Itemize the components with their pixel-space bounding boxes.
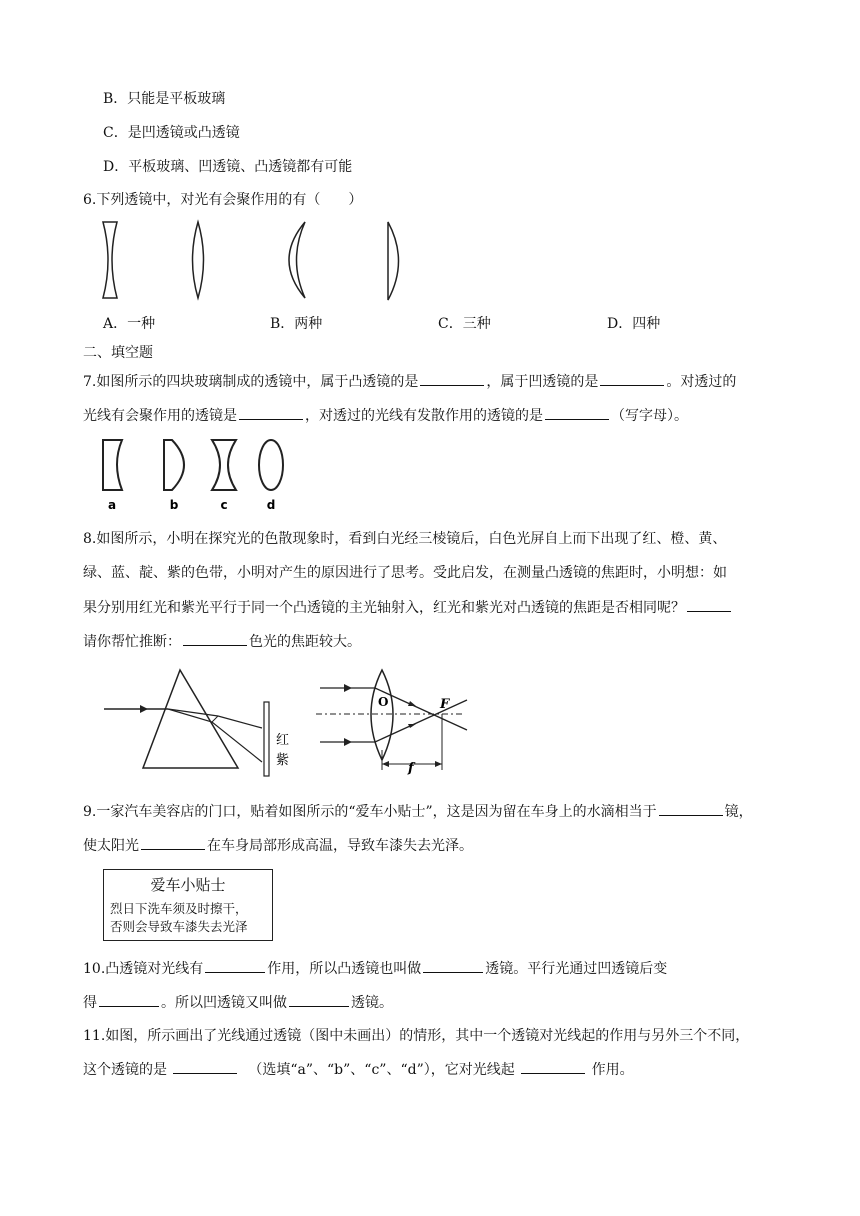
q6-option-b: B．两种 bbox=[270, 316, 323, 332]
q8-line3 bbox=[83, 597, 733, 618]
q7-blank-4[interactable] bbox=[545, 405, 609, 420]
q7-text: （写字母）。 bbox=[611, 408, 688, 424]
q10-blank-1[interactable] bbox=[205, 958, 265, 973]
q8-line2: 绿、蓝、靛、紫的色带，小明对产生的原因进行了思考。受此启发，在测量凸透镜的焦距时，小明想：如 bbox=[83, 565, 727, 581]
q8-blank-2[interactable] bbox=[183, 631, 247, 646]
q10-blank-4[interactable] bbox=[289, 992, 349, 1007]
q9-blank-1[interactable] bbox=[659, 801, 723, 816]
q7-text: 。对透过的 bbox=[666, 374, 737, 390]
q7-label-a: a bbox=[107, 498, 117, 512]
q8-line4 bbox=[83, 631, 361, 652]
convex-lens-figure bbox=[312, 668, 482, 776]
q6-lens-figure bbox=[95, 220, 415, 305]
q10-text: 透镜。 bbox=[351, 995, 393, 1011]
q11-blank-1[interactable] bbox=[173, 1059, 237, 1074]
q7-label-c: c bbox=[220, 498, 228, 512]
q7-label-b: b bbox=[169, 498, 179, 512]
focal-length-label: f bbox=[408, 761, 414, 776]
q10-line1 bbox=[83, 958, 667, 979]
car-tip-title: 爱车小贴士 bbox=[150, 876, 226, 894]
q7-blank-3[interactable] bbox=[239, 405, 303, 420]
q10-text: 。所以凹透镜又叫做 bbox=[161, 995, 287, 1011]
q9-text: 镜， bbox=[724, 804, 753, 820]
section-title: 二、填空题 bbox=[83, 345, 153, 361]
q9-text: 使太阳光 bbox=[83, 838, 139, 854]
lens-center-label: O bbox=[378, 695, 389, 709]
q10-text: 透镜。平行光通过凹透镜后变 bbox=[485, 961, 668, 977]
car-tip-box bbox=[103, 869, 273, 941]
q7-blank-1[interactable] bbox=[420, 371, 484, 386]
q7-line2 bbox=[83, 405, 688, 426]
q9-text: 在车身局部形成高温，导致车漆失去光泽。 bbox=[207, 838, 473, 854]
q8-blank-1[interactable] bbox=[687, 597, 731, 612]
q9-line1 bbox=[83, 801, 753, 822]
car-tip-line-2: 否则会导致车漆失去光泽 bbox=[110, 919, 248, 934]
q11-line2 bbox=[83, 1059, 634, 1080]
q7-label-d: d bbox=[266, 498, 276, 512]
q8-text: 请你帮忙推断： bbox=[83, 634, 181, 650]
q8-text: 色光的焦距较大。 bbox=[249, 634, 361, 650]
q7-text: 光线有会聚作用的透镜是 bbox=[83, 408, 237, 424]
q11-text: 作用。 bbox=[591, 1062, 634, 1078]
q7-text: 7.如图所示的四块玻璃制成的透镜中，属于凸透镜的是 bbox=[83, 374, 419, 390]
q9-line2 bbox=[83, 835, 473, 856]
screen-label-violet: 紫 bbox=[276, 753, 290, 768]
q10-text: 10.凸透镜对光线有 bbox=[83, 961, 204, 977]
q10-blank-3[interactable] bbox=[99, 992, 159, 1007]
q8-line1: 8.如图所示，小明在探究光的色散现象时，看到白光经三棱镜后，白色光屏自上而下出现了红、橙、黄、 bbox=[83, 531, 727, 547]
q6-option-a: A．一种 bbox=[103, 316, 156, 332]
q10-line2 bbox=[83, 992, 393, 1013]
q7-text: ，对透过的光线有发散作用的透镜的是 bbox=[305, 408, 543, 424]
q8-text: 果分别用红光和紫光平行于同一个凸透镜的主光轴射入，红光和紫光对凸透镜的焦距是否相同呢？ bbox=[83, 600, 685, 616]
q6-option-c: C．三种 bbox=[438, 316, 491, 332]
q7-text: ，属于凹透镜的是 bbox=[486, 374, 599, 390]
focus-label: F bbox=[440, 697, 450, 712]
q11-text: （选填“a”、“b”、“c”、“d”），它对光线起 bbox=[248, 1062, 515, 1078]
q9-blank-2[interactable] bbox=[141, 835, 205, 850]
q6-stem: 6.下列透镜中，对光有会聚作用的有（ ） bbox=[83, 192, 363, 208]
q7-line1 bbox=[83, 371, 736, 392]
q5-option-b: B．只能是平板玻璃 bbox=[103, 91, 226, 107]
car-tip-line-1: 烈日下洗车须及时擦干， bbox=[110, 901, 248, 916]
q5-option-d: D．平板玻璃、凹透镜、凸透镜都有可能 bbox=[103, 159, 353, 175]
screen-label-red: 红 bbox=[276, 733, 290, 748]
q10-blank-2[interactable] bbox=[423, 958, 483, 973]
q7-lens-figure bbox=[98, 436, 298, 516]
q6-option-d: D．四种 bbox=[607, 316, 661, 332]
prism-figure bbox=[100, 668, 300, 783]
q11-text: 这个透镜的是 bbox=[83, 1062, 167, 1078]
q11-blank-2[interactable] bbox=[521, 1059, 585, 1074]
q7-blank-2[interactable] bbox=[600, 371, 664, 386]
q9-text: 9.一家汽车美容店的门口，贴着如图所示的“爱车小贴士”，这是因为留在车身上的水滴相当于 bbox=[83, 804, 657, 820]
q10-text: 得 bbox=[83, 995, 97, 1011]
q10-text: 作用，所以凸透镜也叫做 bbox=[267, 961, 422, 977]
q5-option-c: C．是凹透镜或凸透镜 bbox=[103, 125, 240, 141]
q11-line1: 11.如图，所示画出了光线通过透镜（图中未画出）的情形，其中一个透镜对光线起的作用与另外三个不同， bbox=[83, 1028, 750, 1044]
